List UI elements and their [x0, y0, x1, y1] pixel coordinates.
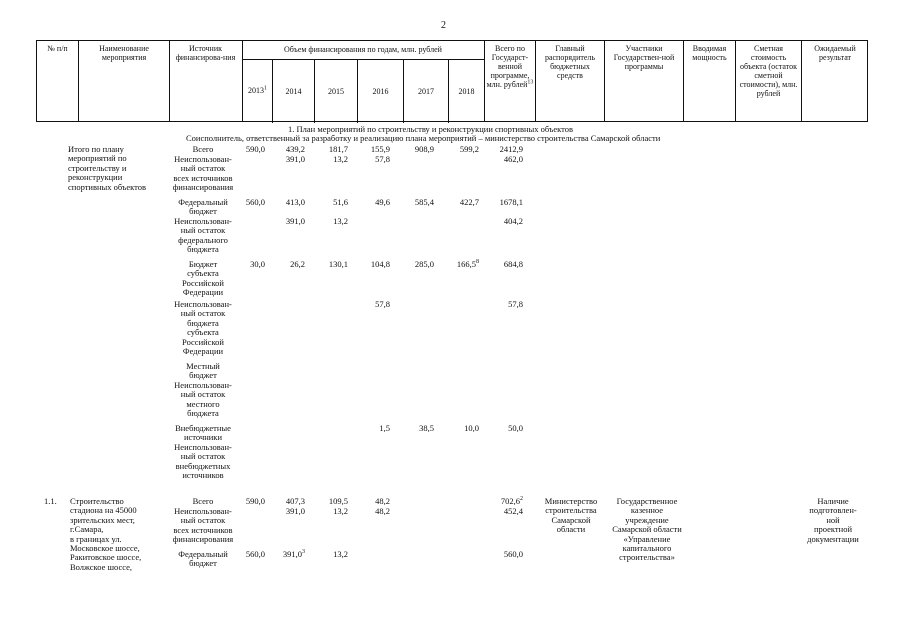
source-cell: источники — [183, 432, 222, 443]
source-cell: бюджет — [189, 558, 217, 569]
source-cell: финансирования — [172, 534, 234, 545]
source-cell: финансирования — [172, 182, 234, 193]
y2013-cell: 560,0 — [245, 197, 265, 207]
item-name: стадиона на 45000 — [70, 505, 137, 516]
y2013-cell: 30,0 — [250, 259, 265, 269]
group-name: строительству и — [68, 162, 127, 173]
item-number: 1.1. — [44, 496, 57, 506]
total-cell: 702,6$^2$ — [500, 496, 523, 506]
source-cell: ный остаток — [180, 225, 226, 236]
total-cell: 452,4 — [503, 506, 523, 516]
item-result: подготовлен- — [809, 505, 857, 516]
y2016-cell: 57,8 — [375, 299, 390, 309]
source-cell: ный остаток — [180, 451, 226, 462]
source-cell: Федеральный — [178, 549, 228, 559]
source-cell: бюджет — [189, 370, 217, 381]
source-cell: ный остаток — [180, 308, 226, 319]
header-source: Источник финансирова-ния — [175, 44, 236, 62]
source-cell: бюджета — [187, 244, 219, 255]
source-cell: федерального — [178, 234, 228, 245]
section-title: 1. План мероприятий по строительству и реконструкции спортивных объектов — [288, 124, 574, 134]
y2014-cell: 391,0 — [285, 506, 305, 516]
header-year-2015: 2015 — [328, 87, 344, 96]
y2016-cell: 155,9 — [370, 144, 390, 154]
table-header — [36, 40, 868, 122]
page-number: 2 — [441, 20, 446, 31]
header-year-2018: 2018 — [458, 87, 475, 96]
total-cell: 57,8 — [508, 299, 523, 309]
total-cell: 404,2 — [503, 216, 523, 226]
item-name: Ракитовское шоссе, — [70, 552, 142, 563]
y2014-cell: 439,2 — [285, 144, 305, 154]
source-cell: Внебюджетные — [175, 423, 231, 433]
source-cell: всех источников — [173, 172, 233, 183]
item-name: Волжское шоссе, — [70, 561, 133, 572]
y2014-cell: 413,0 — [285, 197, 305, 207]
total-cell: 50,0 — [508, 423, 523, 433]
y2018-cell: 10,0 — [464, 423, 479, 433]
source-cell: Всего — [192, 144, 214, 154]
header-result: Ожидаемый результат — [814, 44, 856, 62]
source-cell: Российской — [182, 277, 224, 288]
y2013-cell: 590,0 — [245, 144, 265, 154]
y2014-cell: 391,0 — [285, 216, 305, 226]
y2014-cell: 391,0 — [285, 154, 305, 164]
source-cell: местного — [186, 398, 220, 409]
source-cell: внебюджетных — [175, 460, 231, 471]
item-name: в границах ул. — [70, 533, 122, 544]
source-cell: бюджета — [187, 408, 219, 419]
source-cell: ный остаток — [180, 515, 226, 526]
header-capacity: Вводимая мощность — [692, 44, 727, 62]
source-cell: Неиспользован- — [174, 299, 232, 309]
source-cell: Федеральный — [178, 197, 228, 207]
item-participants: учреждение — [625, 514, 669, 525]
total-cell: 2412,9 — [499, 144, 523, 154]
y2016-cell: 57,8 — [375, 154, 390, 164]
header-year-2016: 2016 — [372, 87, 389, 96]
source-cell: субъекта — [187, 268, 219, 279]
y2018-cell: 166,5$^8$ — [456, 259, 479, 269]
item-participants: Государственное — [616, 496, 678, 506]
source-cell: Неиспользован- — [174, 216, 232, 226]
item-name: зрительских мест, — [70, 514, 135, 525]
source-cell: всех источников — [173, 524, 233, 535]
y2015-cell: 13,2 — [333, 506, 348, 516]
source-cell: бюджета — [187, 317, 219, 328]
total-cell: 462,0 — [503, 154, 523, 164]
item-participants: «Управление — [623, 533, 671, 544]
y2015-cell: 181,7 — [328, 144, 348, 154]
source-cell: ный остаток — [180, 389, 226, 400]
header-year-2017: 2017 — [418, 87, 434, 96]
source-cell: ный остаток — [180, 163, 226, 174]
item-admin: строительства — [545, 505, 597, 516]
item-result: ной — [826, 514, 840, 525]
source-cell: Неиспользован- — [174, 380, 232, 390]
item-admin: области — [556, 524, 586, 535]
y2017-cell: 38,5 — [419, 423, 434, 433]
y2018-cell: 599,2 — [459, 144, 479, 154]
group-name: Итого по плану — [68, 144, 124, 154]
header-admin: Главный распорядитель бюджетных средств — [544, 44, 596, 80]
header-year-2014: 2014 — [285, 87, 302, 96]
total-cell: 560,0 — [503, 549, 523, 559]
y2016-cell: 48,2 — [375, 496, 390, 506]
item-participants: казенное — [630, 505, 664, 516]
source-cell: Федерации — [182, 346, 224, 356]
y2016-cell: 1,5 — [379, 423, 390, 433]
header-year-2013: 2013$^1$ — [248, 85, 267, 95]
header-total: Всего по Государст-венной программе, млн. рублей$^{13}$ — [486, 44, 534, 89]
y2017-cell: 908,9 — [414, 144, 434, 154]
source-cell: бюджет — [189, 206, 217, 217]
group-name: мероприятий по — [68, 153, 127, 164]
total-cell: 684,8 — [503, 259, 523, 269]
source-cell: Российской — [182, 336, 224, 347]
header-cost: Сметная стоимость объекта (остаток сметной стоимости), млн. рублей — [739, 44, 798, 98]
item-admin: Министерство — [544, 496, 598, 506]
y2015-cell: 13,2 — [333, 154, 348, 164]
total-cell: 1678,1 — [499, 197, 523, 207]
y2013-cell: 560,0 — [245, 549, 265, 559]
y2016-cell: 49,6 — [375, 197, 390, 207]
y2015-cell: 13,2 — [333, 549, 348, 559]
y2015-cell: 130,1 — [328, 259, 348, 269]
item-admin: Самарской — [551, 514, 591, 525]
y2018-cell: 422,7 — [459, 197, 479, 207]
item-name: Строительство — [70, 496, 124, 506]
source-cell: Федерации — [182, 287, 224, 298]
item-participants: строительства» — [619, 552, 675, 563]
item-result: проектной — [813, 524, 852, 535]
y2015-cell: 109,5 — [328, 496, 348, 506]
item-name: г.Самара, — [70, 524, 104, 535]
group-name: спортивных объектов — [68, 181, 147, 192]
source-cell: Неиспользован- — [174, 442, 232, 452]
group-name: реконструкции — [68, 172, 123, 183]
source-cell: Неиспользован- — [174, 154, 232, 164]
item-participants: Самарской области — [612, 524, 682, 535]
source-cell: Всего — [192, 496, 214, 506]
y2015-cell: 51,6 — [333, 197, 348, 207]
source-cell: Бюджет — [188, 259, 218, 269]
y2017-cell: 585,4 — [414, 197, 434, 207]
y2016-cell: 48,2 — [375, 506, 390, 516]
item-participants: капитального — [622, 543, 672, 553]
header-name: Наименование мероприятия — [99, 44, 149, 62]
item-result: Наличие — [817, 496, 849, 506]
y2016-cell: 104,8 — [370, 259, 390, 269]
header-participants: Участники Государствен-ной программы — [613, 44, 675, 71]
item-name: Московское шоссе, — [70, 543, 140, 553]
header-volume: Объем финансирования по годам, млн. рублей — [284, 45, 442, 54]
y2014-cell: 407,3 — [285, 496, 305, 506]
source-cell: Неиспользован- — [174, 506, 232, 516]
source-cell: Местный — [186, 361, 220, 371]
section-executor: Соисполнитель, ответственный за разработку и реализацию плана мероприятий – министерство строительства Самарской области — [186, 133, 661, 143]
y2014-cell: 26,2 — [290, 259, 305, 269]
header-num: № п/п — [47, 44, 68, 53]
source-cell: субъекта — [187, 327, 219, 338]
source-cell: источников — [182, 470, 224, 481]
y2014-cell: 391,0$^3$ — [282, 549, 305, 559]
item-result: документации — [807, 533, 859, 544]
y2015-cell: 13,2 — [333, 216, 348, 226]
y2013-cell: 590,0 — [245, 496, 265, 506]
y2017-cell: 285,0 — [414, 259, 434, 269]
